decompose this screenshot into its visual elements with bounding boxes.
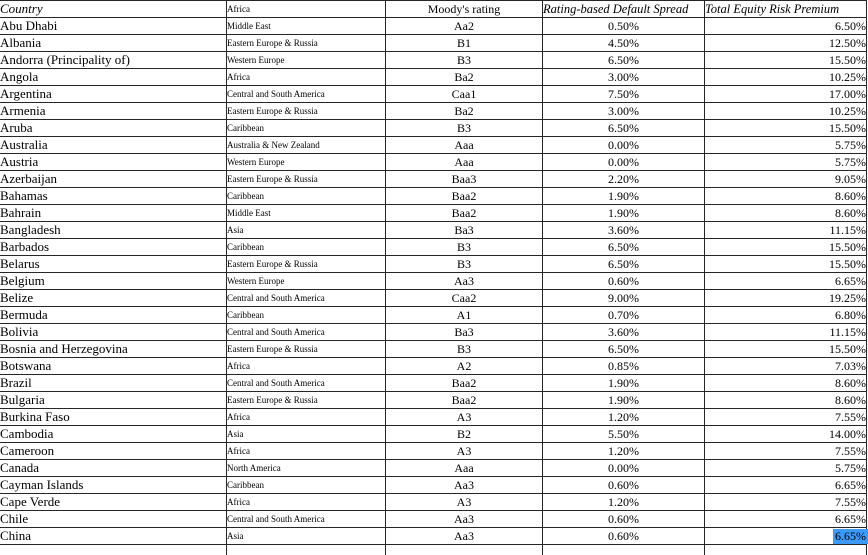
country-cell[interactable]: Belarus bbox=[0, 256, 227, 273]
premium-value: 6.65% bbox=[835, 479, 866, 492]
premium-cell[interactable] bbox=[705, 511, 867, 528]
region-cell[interactable]: Africa bbox=[227, 494, 386, 511]
country-cell[interactable]: Abu Dhabi bbox=[0, 18, 227, 35]
premium-cell[interactable] bbox=[705, 290, 867, 307]
region-cell[interactable]: Africa bbox=[227, 69, 386, 86]
spread-cell[interactable]: 1.90% bbox=[543, 375, 705, 392]
premium-value: 15.50% bbox=[829, 258, 866, 271]
table-row bbox=[0, 409, 867, 426]
country-cell[interactable]: Bahrain bbox=[0, 205, 227, 222]
spread-cell[interactable]: 0.60% bbox=[543, 511, 705, 528]
country-cell[interactable]: Bulgaria bbox=[0, 392, 227, 409]
table-row bbox=[0, 426, 867, 443]
premium-cell[interactable] bbox=[705, 35, 867, 52]
rating-cell[interactable]: Ba2 bbox=[386, 103, 543, 120]
premium-value: 6.50% bbox=[835, 20, 866, 33]
region-cell[interactable]: Asia bbox=[227, 528, 386, 545]
spread-cell[interactable]: 2.20% bbox=[543, 171, 705, 188]
premium-cell[interactable] bbox=[705, 86, 867, 103]
rating-cell[interactable]: A1 bbox=[386, 307, 543, 324]
premium-cell[interactable] bbox=[705, 171, 867, 188]
premium-value: 8.60% bbox=[835, 394, 866, 407]
premium-value: 15.50% bbox=[829, 122, 866, 135]
rating-cell[interactable]: Baa2 bbox=[386, 392, 543, 409]
clipped-bottom-row bbox=[0, 545, 867, 555]
table-row bbox=[0, 205, 867, 222]
spread-cell[interactable]: 1.20% bbox=[543, 443, 705, 460]
empty-cell[interactable] bbox=[705, 545, 867, 555]
premium-cell[interactable] bbox=[705, 256, 867, 273]
table-row bbox=[0, 18, 867, 35]
table-row bbox=[0, 477, 867, 494]
spread-cell[interactable]: 6.50% bbox=[543, 239, 705, 256]
country-cell[interactable]: Burkina Faso bbox=[0, 409, 227, 426]
country-cell[interactable]: Canada bbox=[0, 460, 227, 477]
premium-cell[interactable] bbox=[705, 120, 867, 137]
country-cell[interactable]: Bermuda bbox=[0, 307, 227, 324]
premium-value: 15.50% bbox=[829, 54, 866, 67]
spread-cell[interactable]: 6.50% bbox=[543, 120, 705, 137]
spread-cell[interactable]: 0.00% bbox=[543, 137, 705, 154]
region-cell[interactable]: Africa bbox=[227, 358, 386, 375]
premium-value: 8.60% bbox=[835, 377, 866, 390]
rating-cell[interactable]: Aa3 bbox=[386, 477, 543, 494]
spread-cell[interactable]: 0.70% bbox=[543, 307, 705, 324]
country-cell[interactable]: China bbox=[0, 528, 227, 545]
spread-cell[interactable]: 3.00% bbox=[543, 69, 705, 86]
country-cell[interactable]: Cambodia bbox=[0, 426, 227, 443]
empty-cell[interactable] bbox=[227, 545, 386, 555]
country-cell[interactable]: Brazil bbox=[0, 375, 227, 392]
rating-cell[interactable]: A2 bbox=[386, 358, 543, 375]
premium-value: 5.75% bbox=[835, 462, 866, 475]
country-cell[interactable]: Botswana bbox=[0, 358, 227, 375]
region-cell[interactable]: Eastern Europe & Russia bbox=[227, 341, 386, 358]
table-row bbox=[0, 511, 867, 528]
premium-cell[interactable] bbox=[705, 324, 867, 341]
table-row bbox=[0, 171, 867, 188]
premium-cell[interactable] bbox=[705, 375, 867, 392]
rating-cell[interactable]: Aaa bbox=[386, 137, 543, 154]
rating-cell[interactable]: Baa3 bbox=[386, 171, 543, 188]
header-premium-cell[interactable]: Total Equity Risk Premium bbox=[705, 1, 867, 18]
region-cell[interactable]: Africa bbox=[227, 409, 386, 426]
table-row bbox=[0, 273, 867, 290]
table-row bbox=[0, 460, 867, 477]
rating-cell[interactable]: Ba3 bbox=[386, 324, 543, 341]
premium-cell[interactable] bbox=[705, 426, 867, 443]
country-cell[interactable]: Cape Verde bbox=[0, 494, 227, 511]
spread-cell[interactable]: 0.50% bbox=[543, 18, 705, 35]
country-cell[interactable]: Cameroon bbox=[0, 443, 227, 460]
premium-cell[interactable] bbox=[705, 443, 867, 460]
premium-cell[interactable] bbox=[705, 494, 867, 511]
table-row bbox=[0, 239, 867, 256]
table-row bbox=[0, 188, 867, 205]
table-header-row bbox=[0, 1, 867, 18]
region-cell[interactable]: Central and South America bbox=[227, 511, 386, 528]
premium-value: 5.75% bbox=[835, 156, 866, 169]
region-cell[interactable]: Australia & New Zealand bbox=[227, 137, 386, 154]
rating-cell[interactable]: Baa2 bbox=[386, 188, 543, 205]
premium-cell[interactable] bbox=[705, 69, 867, 86]
spread-cell[interactable]: 1.20% bbox=[543, 494, 705, 511]
premium-cell[interactable] bbox=[705, 52, 867, 69]
premium-value: 5.75% bbox=[835, 139, 866, 152]
premium-value: 19.25% bbox=[829, 292, 866, 305]
country-cell[interactable]: Argentina bbox=[0, 86, 227, 103]
region-cell[interactable]: Caribbean bbox=[227, 188, 386, 205]
spread-cell[interactable]: 7.50% bbox=[543, 86, 705, 103]
country-cell[interactable]: Angola bbox=[0, 69, 227, 86]
country-cell[interactable]: Bosnia and Herzegovina bbox=[0, 341, 227, 358]
empty-cell[interactable] bbox=[0, 545, 227, 555]
region-cell[interactable]: Central and South America bbox=[227, 86, 386, 103]
region-cell[interactable]: Eastern Europe & Russia bbox=[227, 35, 386, 52]
premium-value: 11.15% bbox=[829, 326, 866, 339]
spread-cell[interactable]: 0.60% bbox=[543, 273, 705, 290]
table-row bbox=[0, 35, 867, 52]
country-cell[interactable]: Albania bbox=[0, 35, 227, 52]
premium-cell[interactable] bbox=[705, 358, 867, 375]
rating-cell[interactable]: Aa3 bbox=[386, 511, 543, 528]
premium-cell[interactable] bbox=[705, 528, 867, 545]
empty-cell[interactable] bbox=[386, 545, 543, 555]
rating-cell[interactable]: Aaa bbox=[386, 460, 543, 477]
rating-cell[interactable]: B2 bbox=[386, 426, 543, 443]
country-cell[interactable]: Armenia bbox=[0, 103, 227, 120]
premium-value: 15.50% bbox=[829, 343, 866, 356]
country-cell[interactable]: Barbados bbox=[0, 239, 227, 256]
spread-cell[interactable]: 0.00% bbox=[543, 460, 705, 477]
selected-premium-value: 6.65% bbox=[833, 529, 868, 544]
rating-cell[interactable]: A3 bbox=[386, 494, 543, 511]
table-row bbox=[0, 103, 867, 120]
country-cell[interactable]: Azerbaijan bbox=[0, 171, 227, 188]
spread-cell[interactable]: 6.50% bbox=[543, 52, 705, 69]
country-cell[interactable]: Bahamas bbox=[0, 188, 227, 205]
spread-cell[interactable]: 3.00% bbox=[543, 103, 705, 120]
premium-value: 7.55% bbox=[835, 496, 866, 509]
spread-cell[interactable]: 1.20% bbox=[543, 409, 705, 426]
rating-cell[interactable]: Aa3 bbox=[386, 528, 543, 545]
country-cell[interactable]: Australia bbox=[0, 137, 227, 154]
table-row bbox=[0, 86, 867, 103]
region-cell[interactable]: Middle East bbox=[227, 205, 386, 222]
spread-cell[interactable]: 6.50% bbox=[543, 256, 705, 273]
rating-cell[interactable]: Caa1 bbox=[386, 86, 543, 103]
table-row bbox=[0, 137, 867, 154]
rating-cell[interactable]: Caa2 bbox=[386, 290, 543, 307]
empty-cell[interactable] bbox=[543, 545, 705, 555]
spread-cell[interactable]: 0.60% bbox=[543, 477, 705, 494]
premium-value: 6.80% bbox=[835, 309, 866, 322]
region-cell[interactable]: North America bbox=[227, 460, 386, 477]
rating-cell[interactable]: Baa2 bbox=[386, 375, 543, 392]
spread-cell[interactable]: 1.90% bbox=[543, 188, 705, 205]
premium-cell[interactable] bbox=[705, 392, 867, 409]
table-row bbox=[0, 494, 867, 511]
spread-cell[interactable]: 6.50% bbox=[543, 341, 705, 358]
country-cell[interactable]: Austria bbox=[0, 154, 227, 171]
table-row bbox=[0, 358, 867, 375]
spread-cell[interactable]: 5.50% bbox=[543, 426, 705, 443]
country-cell[interactable]: Belgium bbox=[0, 273, 227, 290]
premium-cell[interactable] bbox=[705, 409, 867, 426]
table-row bbox=[0, 120, 867, 137]
rating-cell[interactable]: B3 bbox=[386, 239, 543, 256]
region-cell[interactable]: Western Europe bbox=[227, 52, 386, 69]
rating-cell[interactable]: B3 bbox=[386, 256, 543, 273]
country-cell[interactable]: Chile bbox=[0, 511, 227, 528]
header-spread-cell[interactable]: Rating-based Default Spread bbox=[543, 1, 705, 18]
spread-cell[interactable]: 0.00% bbox=[543, 154, 705, 171]
premium-value: 11.15% bbox=[829, 224, 866, 237]
header-rating-cell[interactable]: Moody's rating bbox=[386, 1, 543, 18]
spread-cell[interactable]: 1.90% bbox=[543, 392, 705, 409]
premium-value: 15.50% bbox=[829, 241, 866, 254]
premium-value: 10.25% bbox=[829, 105, 866, 118]
table-row bbox=[0, 307, 867, 324]
spread-cell[interactable]: 0.85% bbox=[543, 358, 705, 375]
region-cell[interactable]: Africa bbox=[227, 443, 386, 460]
region-cell[interactable]: Asia bbox=[227, 426, 386, 443]
premium-cell[interactable] bbox=[705, 477, 867, 494]
region-cell[interactable]: Caribbean bbox=[227, 477, 386, 494]
region-cell[interactable]: Eastern Europe & Russia bbox=[227, 103, 386, 120]
header-region-cell[interactable]: Africa bbox=[227, 1, 386, 18]
premium-value: 8.60% bbox=[835, 207, 866, 220]
table-row bbox=[0, 290, 867, 307]
region-cell[interactable]: Middle East bbox=[227, 18, 386, 35]
spread-cell[interactable]: 9.00% bbox=[543, 290, 705, 307]
premium-value: 8.60% bbox=[835, 190, 866, 203]
rating-cell[interactable]: A3 bbox=[386, 443, 543, 460]
rating-cell[interactable]: B1 bbox=[386, 35, 543, 52]
rating-cell[interactable]: Aa3 bbox=[386, 273, 543, 290]
premium-cell[interactable] bbox=[705, 460, 867, 477]
premium-value: 10.25% bbox=[829, 71, 866, 84]
spread-cell[interactable]: 1.90% bbox=[543, 205, 705, 222]
country-cell[interactable]: Cayman Islands bbox=[0, 477, 227, 494]
table-row bbox=[0, 324, 867, 341]
table-row bbox=[0, 375, 867, 392]
rating-cell[interactable]: Aaa bbox=[386, 154, 543, 171]
spread-cell[interactable]: 3.60% bbox=[543, 222, 705, 239]
premium-cell[interactable] bbox=[705, 222, 867, 239]
country-cell[interactable]: Bangladesh bbox=[0, 222, 227, 239]
country-cell[interactable]: Bolivia bbox=[0, 324, 227, 341]
table-row bbox=[0, 392, 867, 409]
premium-value: 14.00% bbox=[829, 428, 866, 441]
region-cell[interactable]: Central and South America bbox=[227, 324, 386, 341]
premium-value: 7.03% bbox=[835, 360, 866, 373]
premium-cell[interactable] bbox=[705, 239, 867, 256]
spread-cell[interactable]: 4.50% bbox=[543, 35, 705, 52]
region-cell[interactable]: Eastern Europe & Russia bbox=[227, 171, 386, 188]
premium-cell[interactable] bbox=[705, 154, 867, 171]
country-cell[interactable]: Andorra (Principality of) bbox=[0, 52, 227, 69]
premium-cell[interactable] bbox=[705, 307, 867, 324]
region-cell[interactable]: Caribbean bbox=[227, 307, 386, 324]
table-row bbox=[0, 256, 867, 273]
header-country-cell[interactable]: Country bbox=[0, 1, 227, 18]
rating-cell[interactable]: B3 bbox=[386, 120, 543, 137]
premium-value: 6.65% bbox=[835, 275, 866, 288]
table-row bbox=[0, 154, 867, 171]
table-row bbox=[0, 52, 867, 69]
spread-cell[interactable]: 0.60% bbox=[543, 528, 705, 545]
region-cell[interactable]: Eastern Europe & Russia bbox=[227, 392, 386, 409]
premium-value: 12.50% bbox=[829, 37, 866, 50]
table-row bbox=[0, 222, 867, 239]
premium-cell[interactable] bbox=[705, 18, 867, 35]
country-cell[interactable]: Aruba bbox=[0, 120, 227, 137]
table-row bbox=[0, 443, 867, 460]
rating-cell[interactable]: Ba2 bbox=[386, 69, 543, 86]
rating-cell[interactable]: Aa2 bbox=[386, 18, 543, 35]
premium-cell[interactable] bbox=[705, 273, 867, 290]
rating-cell[interactable]: B3 bbox=[386, 341, 543, 358]
premium-cell[interactable] bbox=[705, 188, 867, 205]
rating-cell[interactable]: Ba3 bbox=[386, 222, 543, 239]
premium-cell[interactable] bbox=[705, 103, 867, 120]
spread-cell[interactable]: 3.60% bbox=[543, 324, 705, 341]
region-cell[interactable]: Asia bbox=[227, 222, 386, 239]
table-row bbox=[0, 528, 867, 545]
table-row bbox=[0, 69, 867, 86]
region-cell[interactable]: Western Europe bbox=[227, 154, 386, 171]
region-cell[interactable]: Caribbean bbox=[227, 239, 386, 256]
premium-cell[interactable] bbox=[705, 137, 867, 154]
premium-value: 17.00% bbox=[829, 88, 866, 101]
premium-value: 6.65% bbox=[835, 513, 866, 526]
region-cell[interactable]: Central and South America bbox=[227, 290, 386, 307]
rating-cell[interactable]: B3 bbox=[386, 52, 543, 69]
region-cell[interactable]: Western Europe bbox=[227, 273, 386, 290]
table-row bbox=[0, 341, 867, 358]
region-cell[interactable]: Caribbean bbox=[227, 120, 386, 137]
rating-cell[interactable]: Baa2 bbox=[386, 205, 543, 222]
premium-value: 9.05% bbox=[835, 173, 866, 186]
premium-value: 7.55% bbox=[835, 411, 866, 424]
region-cell[interactable]: Eastern Europe & Russia bbox=[227, 256, 386, 273]
premium-value: 7.55% bbox=[835, 445, 866, 458]
premium-cell[interactable] bbox=[705, 341, 867, 358]
premium-cell[interactable] bbox=[705, 205, 867, 222]
country-cell[interactable]: Belize bbox=[0, 290, 227, 307]
rating-cell[interactable]: A3 bbox=[386, 409, 543, 426]
region-cell[interactable]: Central and South America bbox=[227, 375, 386, 392]
